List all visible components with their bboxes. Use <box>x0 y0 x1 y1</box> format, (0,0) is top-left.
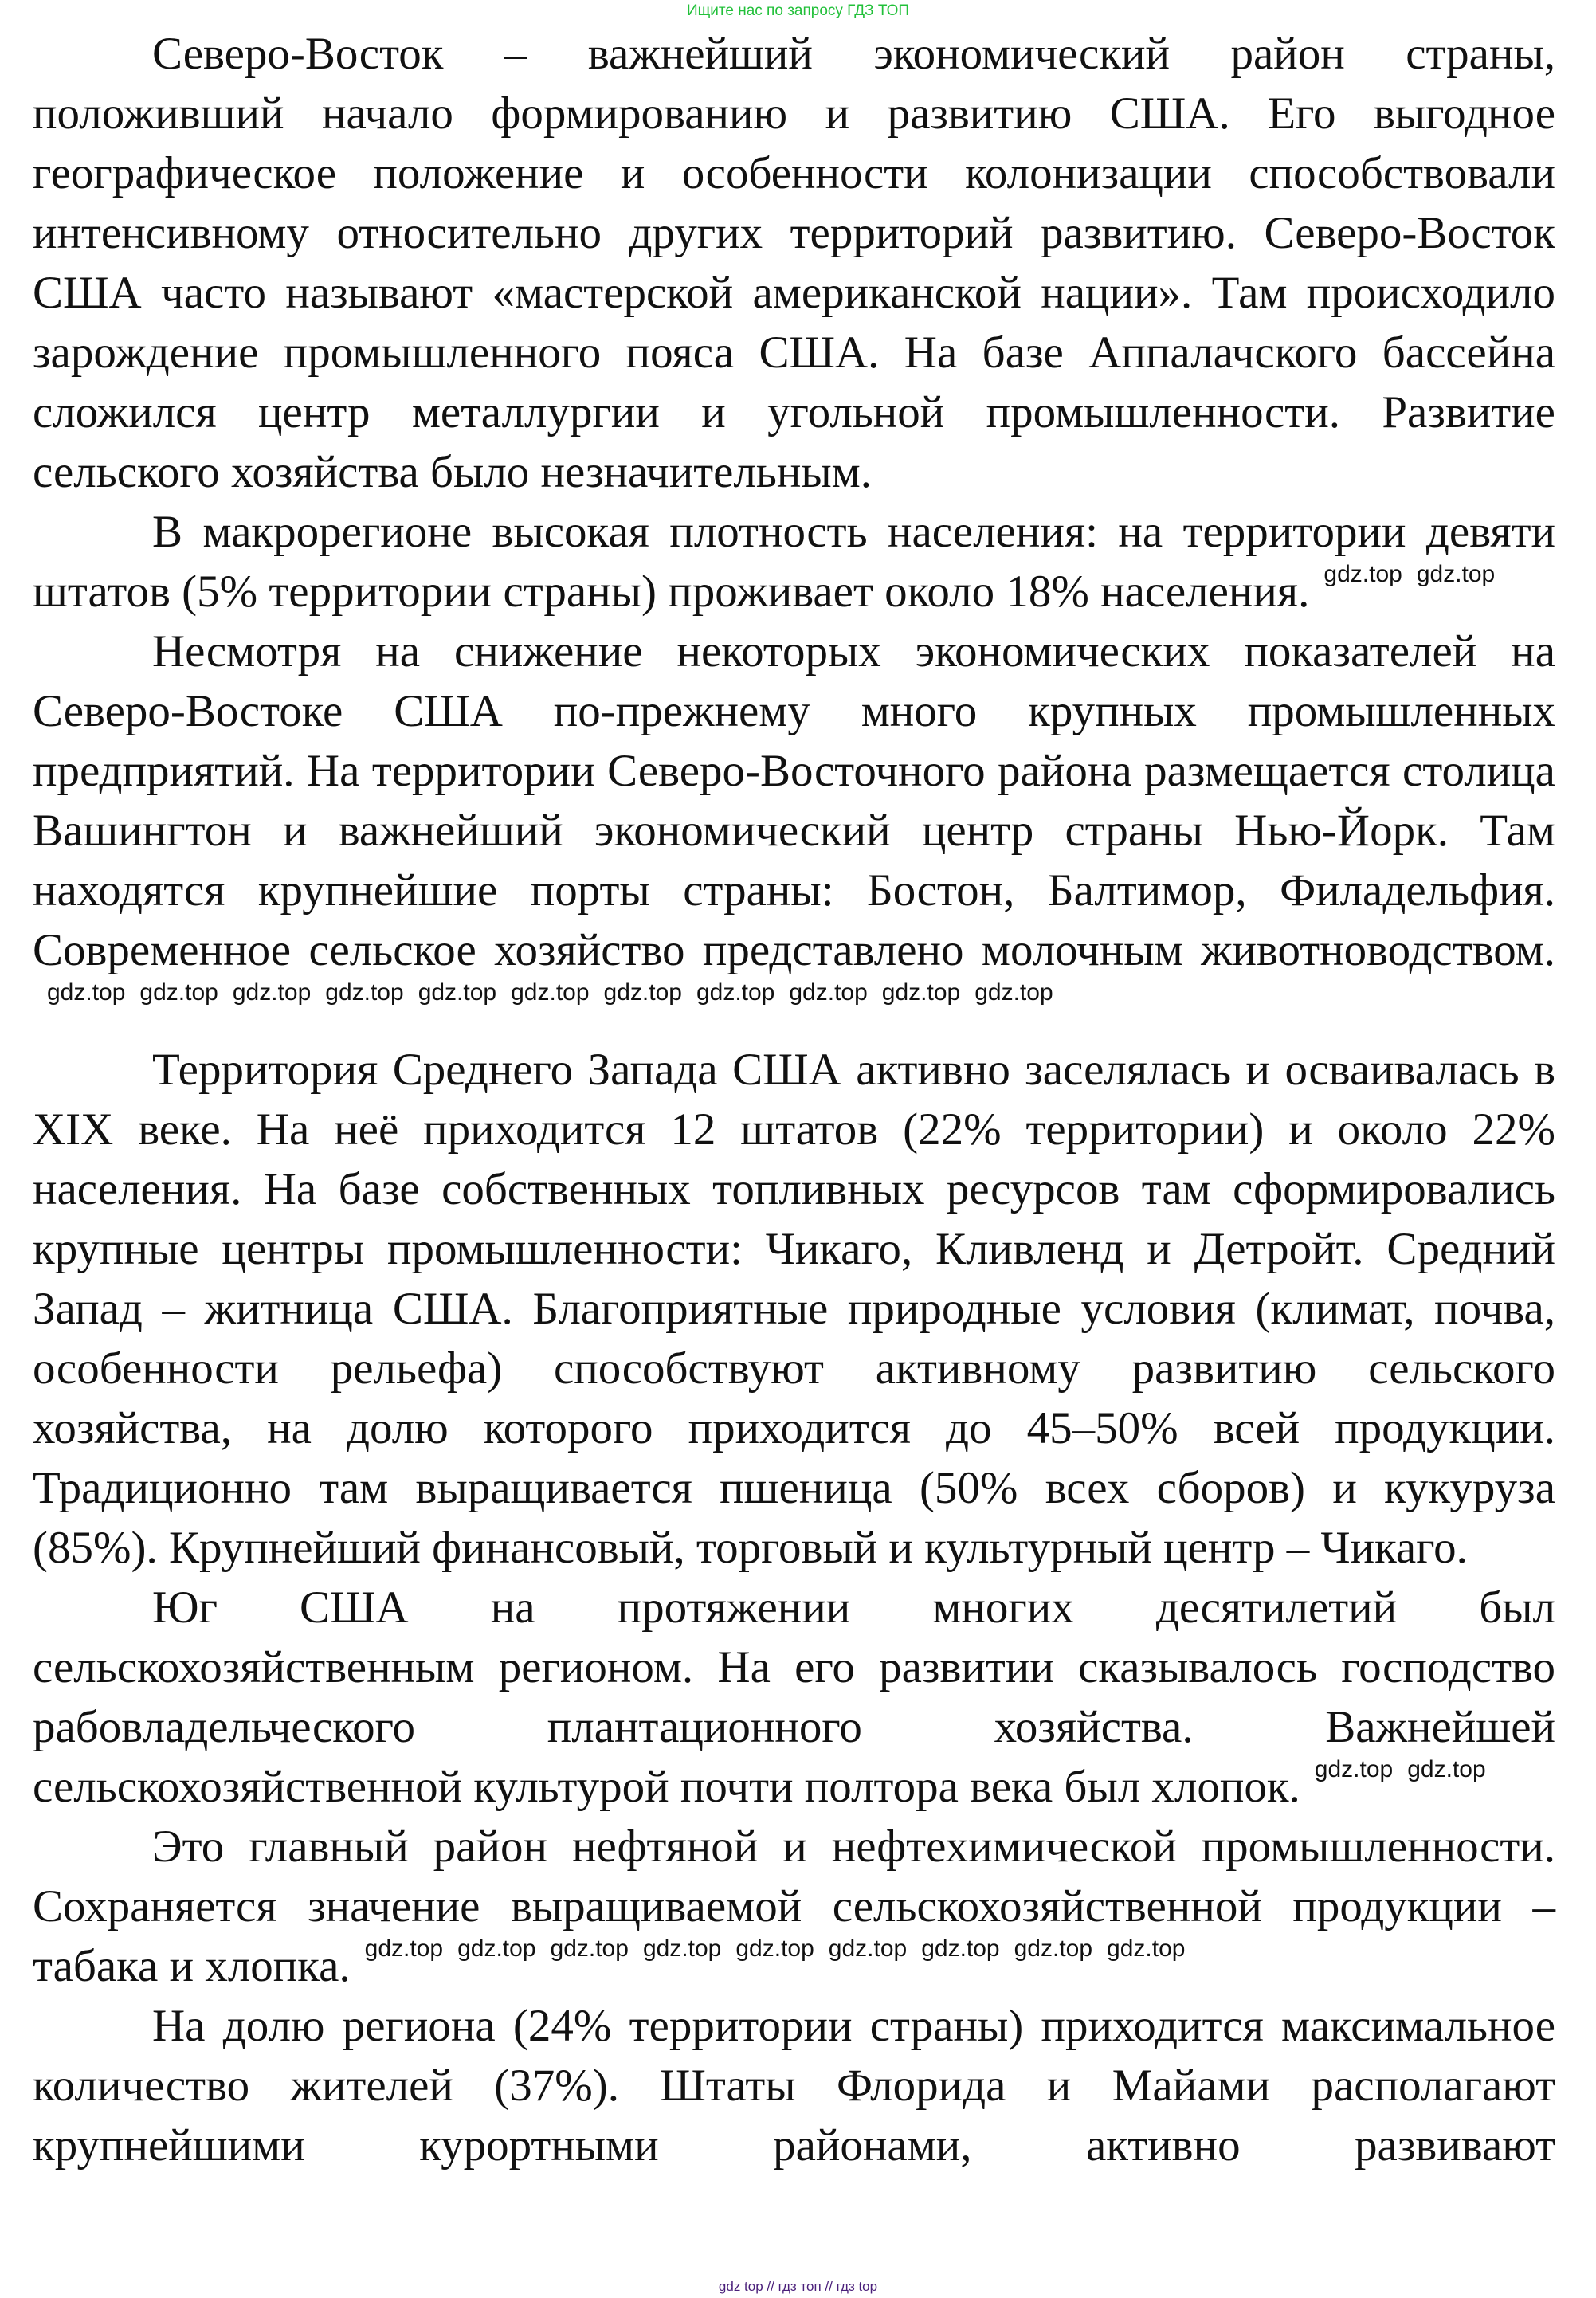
watermark: gdz.top <box>139 979 218 1006</box>
paragraph <box>33 1040 1555 1578</box>
watermark: gdz.top <box>974 979 1053 1006</box>
search-hint-banner: Ищите нас по запросу ГДЗ ТОП <box>686 2 910 19</box>
watermark: gdz.top <box>47 979 126 1006</box>
watermark: gdz.top <box>1416 561 1496 587</box>
watermark: gdz.top <box>511 979 590 1006</box>
paragraph-text: Северо-Восток – важнейший экономический район страны, положивший начало формированию и развитию США. Его выгодное географическое положение и особенности колонизации способствовали интенсивному относительно других территорий развитию. Северо-Восток США часто называют «мастерской американской нации». Там происходило зарождение промышленного пояса США. На базе Аппалачского бассейна сложился центр металлургии и угольной промышленности. Развитие сельского хозяйства было незначительным. <box>33 29 1555 497</box>
paragraph <box>33 622 1555 1040</box>
footer-watermark: gdz top // гдз топ // гдз top <box>718 2279 878 2294</box>
watermark: gdz.top <box>550 1935 629 1962</box>
watermark: gdz.top <box>642 1935 722 1962</box>
watermark: gdz.top <box>1323 561 1402 587</box>
watermark: gdz.top <box>1314 1756 1394 1782</box>
paragraph-text: В макрорегионе высокая плотность населения: на территории девяти штатов (5% территории страны) проживает около 18% населения. <box>33 507 1555 617</box>
watermark: gdz.top <box>232 979 312 1006</box>
watermark: gdz.top <box>921 1935 1000 1962</box>
watermark: gdz.top <box>457 1935 536 1962</box>
paragraph-text: На долю региона (24% территории страны) приходится максимальное количество жителей (37%). Штаты Флорида и Майами располагают крупнейшими курортными районами, активно развивают <box>33 2001 1555 2171</box>
watermark: gdz.top <box>1107 1935 1186 1962</box>
watermark: gdz.top <box>1407 1756 1486 1782</box>
paragraph <box>33 24 1555 502</box>
paragraph <box>33 1817 1555 1996</box>
paragraph-text: Несмотря на снижение некоторых экономических показателей на Северо-Востоке США по-прежнему много крупных промышленных предприятий. На территории Северо-Восточного района размещается столица Вашингтон и важнейший экономический центр страны Нью-Йорк. Там находятся крупнейшие порты страны: Бостон, Балтимор, Филадельфия. Современное сельское хозяйство представлено молочным животноводством. <box>33 626 1555 975</box>
watermark: gdz.top <box>696 979 775 1006</box>
paragraph-text: Это главный район нефтяной и нефтехимической промышленности. Сохраняется значение выращиваемой сельскохозяйственной продукции – табака и хлопка. <box>33 1822 1555 1991</box>
watermark: gdz.top <box>325 979 404 1006</box>
watermark: gdz.top <box>603 979 682 1006</box>
watermark: gdz.top <box>1014 1935 1093 1962</box>
watermark: gdz.top <box>364 1935 444 1962</box>
paragraph <box>33 1578 1555 1817</box>
paragraph-text: Юг США на протяжении многих десятилетий был сельскохозяйственным регионом. На его развитии сказывалось господство рабовладельческого плантационного хозяйства. Важнейшей сельскохозяйственной культурой почти полтора века был хлопок. <box>33 1582 1555 1812</box>
watermark: gdz.top <box>789 979 868 1006</box>
watermark: gdz.top <box>828 1935 908 1962</box>
paragraph <box>33 502 1555 622</box>
watermark: gdz.top <box>735 1935 814 1962</box>
watermark: gdz.top <box>418 979 497 1006</box>
paragraph-text: Территория Среднего Запада США активно заселялась и осваивалась в XIX веке. На неё приходится 12 штатов (22% территории) и около 22% населения. На базе собственных топливных ресурсов там сформировались крупные центры промышленности: Чикаго, Кливленд и Детройт. Средний Запад – житница США. Благоприятные природные условия (климат, почва, особенности рельефа) способствуют активному развитию сельского хозяйства, на долю которого приходится до 45–50% всей продукции. Традиционно там выращивается пшеница (50% всех сборов) и кукуруза (85%). Крупнейший финансовый, торговый и культурный центр – Чикаго. <box>33 1045 1555 1573</box>
document-text <box>33 24 1555 2175</box>
paragraph <box>33 1996 1555 2175</box>
watermark: gdz.top <box>881 979 961 1006</box>
